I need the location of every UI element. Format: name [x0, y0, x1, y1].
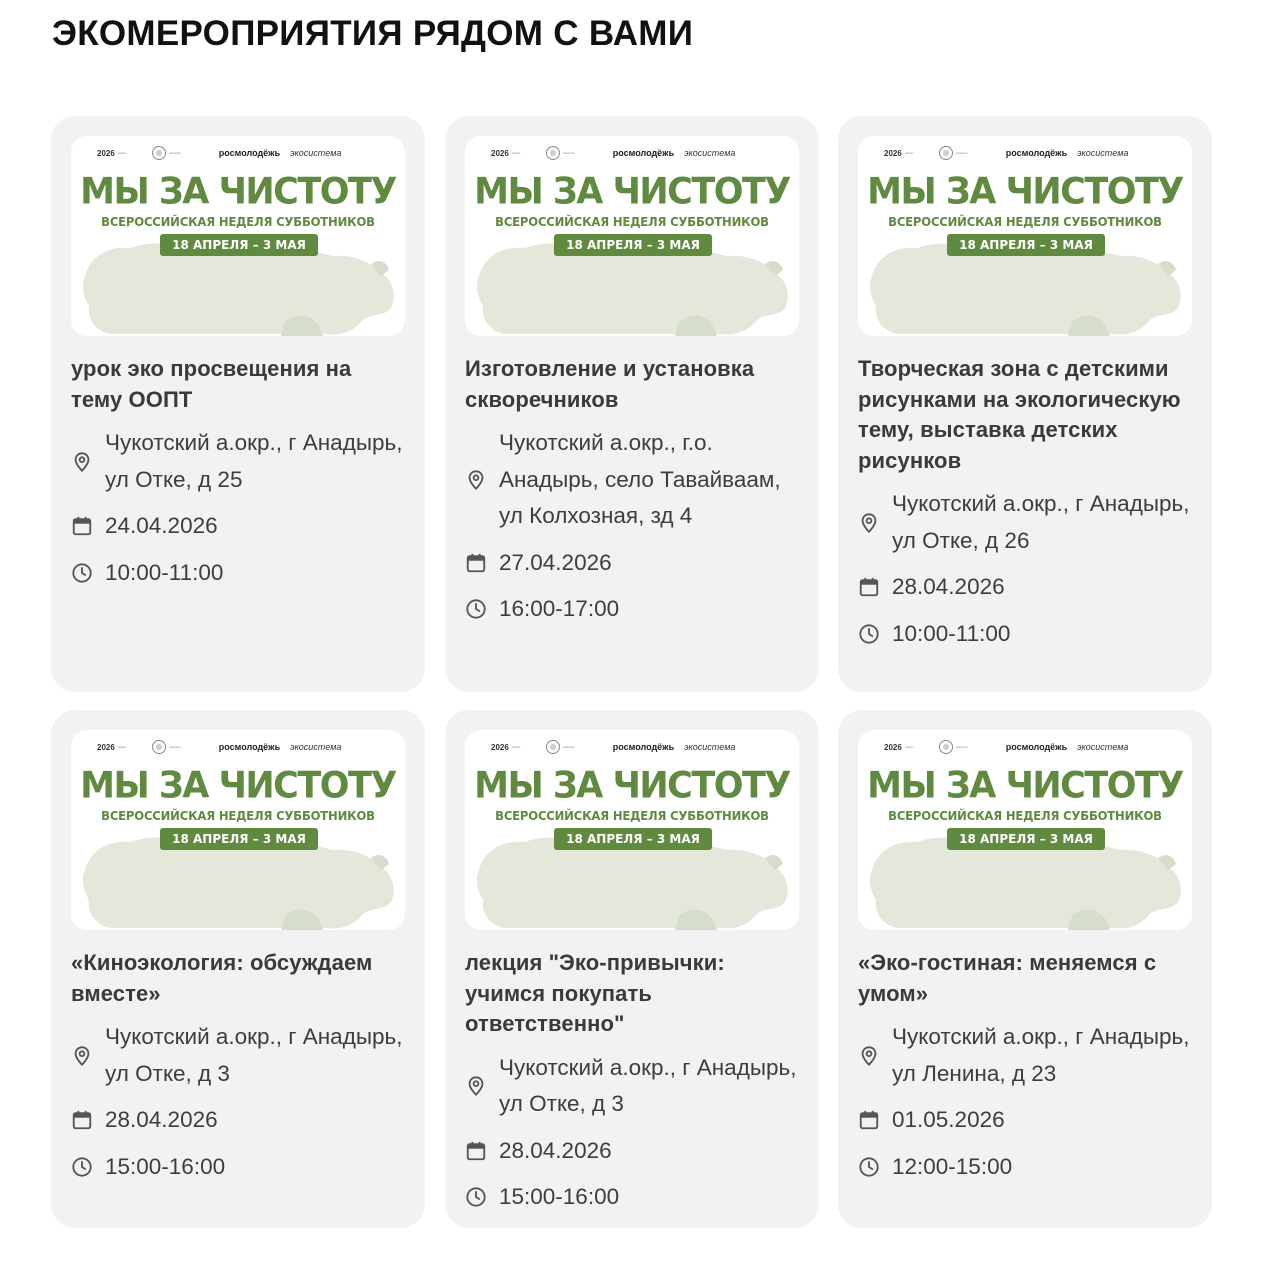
- event-address: Чукотский а.окр., г Анадырь, ул Отке, д 3: [71, 1019, 405, 1092]
- banner-title: МЫ ЗА ЧИСТОТУ: [867, 765, 1183, 807]
- partner-logos: [884, 142, 1174, 164]
- banner-subtitle: ВСЕРОССИЙСКАЯ НЕДЕЛЯ СУББОТНИКОВ: [495, 808, 769, 823]
- ecosystem-logo: экосистема: [1077, 742, 1129, 752]
- events-grid: [51, 116, 1213, 1228]
- rosmolodezh-logo: росмолодёжь: [1005, 742, 1068, 752]
- clock-icon: [858, 1156, 880, 1178]
- event-address: Чукотский а.окр., г.о. Анадырь, село Тавайваам, ул Колхозная, зд 4: [465, 425, 799, 535]
- banner-subtitle: ВСЕРОССИЙСКАЯ НЕДЕЛЯ СУББОТНИКОВ: [888, 214, 1162, 229]
- banner-subtitle: ВСЕРОССИЙСКАЯ НЕДЕЛЯ СУББОТНИКОВ: [101, 214, 375, 229]
- event-card[interactable]: [445, 710, 819, 1228]
- banner-title: МЫ ЗА ЧИСТОТУ: [80, 765, 396, 807]
- year-logo: 2026 ▪▪▪▪▪▪▪▪: [491, 148, 521, 158]
- location-pin-icon: [858, 512, 880, 534]
- banner-title: МЫ ЗА ЧИСТОТУ: [474, 171, 790, 213]
- partner-logos: [884, 736, 1174, 758]
- event-card[interactable]: [838, 710, 1212, 1228]
- partner-logos: [491, 142, 781, 164]
- ecosystem-logo: экосистема: [684, 148, 736, 158]
- calendar-icon: [465, 1140, 487, 1162]
- event-title[interactable]: Творческая зона с детскими рисунками на экологическую тему, выставка детских рисунков: [858, 356, 1181, 473]
- calendar-icon: [71, 1109, 93, 1131]
- event-time: 15:00-16:00: [465, 1179, 799, 1216]
- clock-icon: [71, 562, 93, 584]
- banner-subtitle: ВСЕРОССИЙСКАЯ НЕДЕЛЯ СУББОТНИКОВ: [495, 214, 769, 229]
- clock-icon: [858, 623, 880, 645]
- event-address: Чукотский а.окр., г Анадырь, ул Отке, д 25: [71, 425, 405, 498]
- event-date: 28.04.2026: [71, 1102, 405, 1139]
- event-date: 27.04.2026: [465, 545, 799, 582]
- event-address: Чукотский а.окр., г Анадырь, ул Отке, д 3: [465, 1050, 799, 1123]
- banner-title: МЫ ЗА ЧИСТОТУ: [867, 171, 1183, 213]
- location-pin-icon: [71, 1045, 93, 1067]
- year-logo: 2026 ▪▪▪▪▪▪▪▪: [97, 742, 127, 752]
- event-card[interactable]: [51, 710, 425, 1228]
- rosmolodezh-logo: росмолодёжь: [218, 742, 281, 752]
- event-time: 12:00-15:00: [858, 1149, 1192, 1186]
- event-banner: [858, 136, 1192, 336]
- event-date: 28.04.2026: [465, 1133, 799, 1170]
- banner-dates-badge: 18 АПРЕЛЯ – 3 МАЯ: [554, 828, 712, 850]
- banner-dates-badge: 18 АПРЕЛЯ – 3 МАЯ: [947, 828, 1105, 850]
- event-address: Чукотский а.окр., г Анадырь, ул Ленина, д 23: [858, 1019, 1192, 1092]
- event-date: 01.05.2026: [858, 1102, 1192, 1139]
- clock-icon: [465, 1186, 487, 1208]
- event-time: 10:00-11:00: [71, 555, 405, 592]
- rosmolodezh-logo: росмолодёжь: [1005, 148, 1068, 158]
- rosmolodezh-logo: росмолодёжь: [612, 148, 675, 158]
- event-card[interactable]: [51, 116, 425, 692]
- location-pin-icon: [465, 1075, 487, 1097]
- event-card[interactable]: [445, 116, 819, 692]
- banner-subtitle: ВСЕРОССИЙСКАЯ НЕДЕЛЯ СУББОТНИКОВ: [888, 808, 1162, 823]
- banner-dates-badge: 18 АПРЕЛЯ – 3 МАЯ: [947, 234, 1105, 256]
- ecosystem-logo: экосистема: [1077, 148, 1129, 158]
- ministry-emblem-icon: ▪▪▪▪▪▪▪▪▪▪▪: [939, 146, 996, 160]
- year-logo: 2026 ▪▪▪▪▪▪▪▪: [884, 742, 914, 752]
- event-time: 16:00-17:00: [465, 591, 799, 628]
- year-logo: 2026 ▪▪▪▪▪▪▪▪: [884, 148, 914, 158]
- page-title: ЭКОМЕРОПРИЯТИЯ РЯДОМ С ВАМИ: [52, 14, 694, 53]
- location-pin-icon: [71, 451, 93, 473]
- banner-dates-badge: 18 АПРЕЛЯ – 3 МАЯ: [160, 828, 318, 850]
- partner-logos: [491, 736, 781, 758]
- banner-subtitle: ВСЕРОССИЙСКАЯ НЕДЕЛЯ СУББОТНИКОВ: [101, 808, 375, 823]
- calendar-icon: [858, 1109, 880, 1131]
- ministry-emblem-icon: ▪▪▪▪▪▪▪▪▪▪▪: [546, 146, 603, 160]
- ecosystem-logo: экосистема: [290, 148, 342, 158]
- banner-title: МЫ ЗА ЧИСТОТУ: [80, 171, 396, 213]
- ministry-emblem-icon: ▪▪▪▪▪▪▪▪▪▪▪: [152, 740, 209, 754]
- banner-dates-badge: 18 АПРЕЛЯ – 3 МАЯ: [160, 234, 318, 256]
- event-title[interactable]: «Эко-гостиная: меняемся с умом»: [858, 950, 1157, 1006]
- event-time: 15:00-16:00: [71, 1149, 405, 1186]
- event-card[interactable]: [838, 116, 1212, 692]
- banner-dates-badge: 18 АПРЕЛЯ – 3 МАЯ: [554, 234, 712, 256]
- event-banner: [71, 136, 405, 336]
- year-logo: 2026 ▪▪▪▪▪▪▪▪: [491, 742, 521, 752]
- event-banner: [71, 730, 405, 930]
- event-time: 10:00-11:00: [858, 616, 1192, 653]
- location-pin-icon: [465, 469, 487, 491]
- event-title[interactable]: «Киноэкология: обсуждаем вместе»: [71, 950, 373, 1006]
- event-title[interactable]: лекция "Эко-привычки: учимся покупать ответственно": [465, 950, 725, 1036]
- clock-icon: [465, 598, 487, 620]
- ministry-emblem-icon: ▪▪▪▪▪▪▪▪▪▪▪: [546, 740, 603, 754]
- ecosystem-logo: экосистема: [684, 742, 736, 752]
- event-title[interactable]: Изготовление и установка скворечников: [465, 356, 755, 412]
- event-banner: [465, 730, 799, 930]
- event-date: 28.04.2026: [858, 569, 1192, 606]
- clock-icon: [71, 1156, 93, 1178]
- partner-logos: [97, 142, 387, 164]
- calendar-icon: [858, 576, 880, 598]
- partner-logos: [97, 736, 387, 758]
- event-title[interactable]: урок эко просвещения на тему ООПТ: [71, 356, 352, 412]
- location-pin-icon: [858, 1045, 880, 1067]
- calendar-icon: [465, 552, 487, 574]
- ministry-emblem-icon: ▪▪▪▪▪▪▪▪▪▪▪: [152, 146, 209, 160]
- rosmolodezh-logo: росмолодёжь: [218, 148, 281, 158]
- rosmolodezh-logo: росмолодёжь: [612, 742, 675, 752]
- ministry-emblem-icon: ▪▪▪▪▪▪▪▪▪▪▪: [939, 740, 996, 754]
- ecosystem-logo: экосистема: [290, 742, 342, 752]
- event-banner: [858, 730, 1192, 930]
- calendar-icon: [71, 515, 93, 537]
- year-logo: 2026 ▪▪▪▪▪▪▪▪: [97, 148, 127, 158]
- event-banner: [465, 136, 799, 336]
- event-date: 24.04.2026: [71, 508, 405, 545]
- event-address: Чукотский а.окр., г Анадырь, ул Отке, д 26: [858, 486, 1192, 559]
- banner-title: МЫ ЗА ЧИСТОТУ: [474, 765, 790, 807]
